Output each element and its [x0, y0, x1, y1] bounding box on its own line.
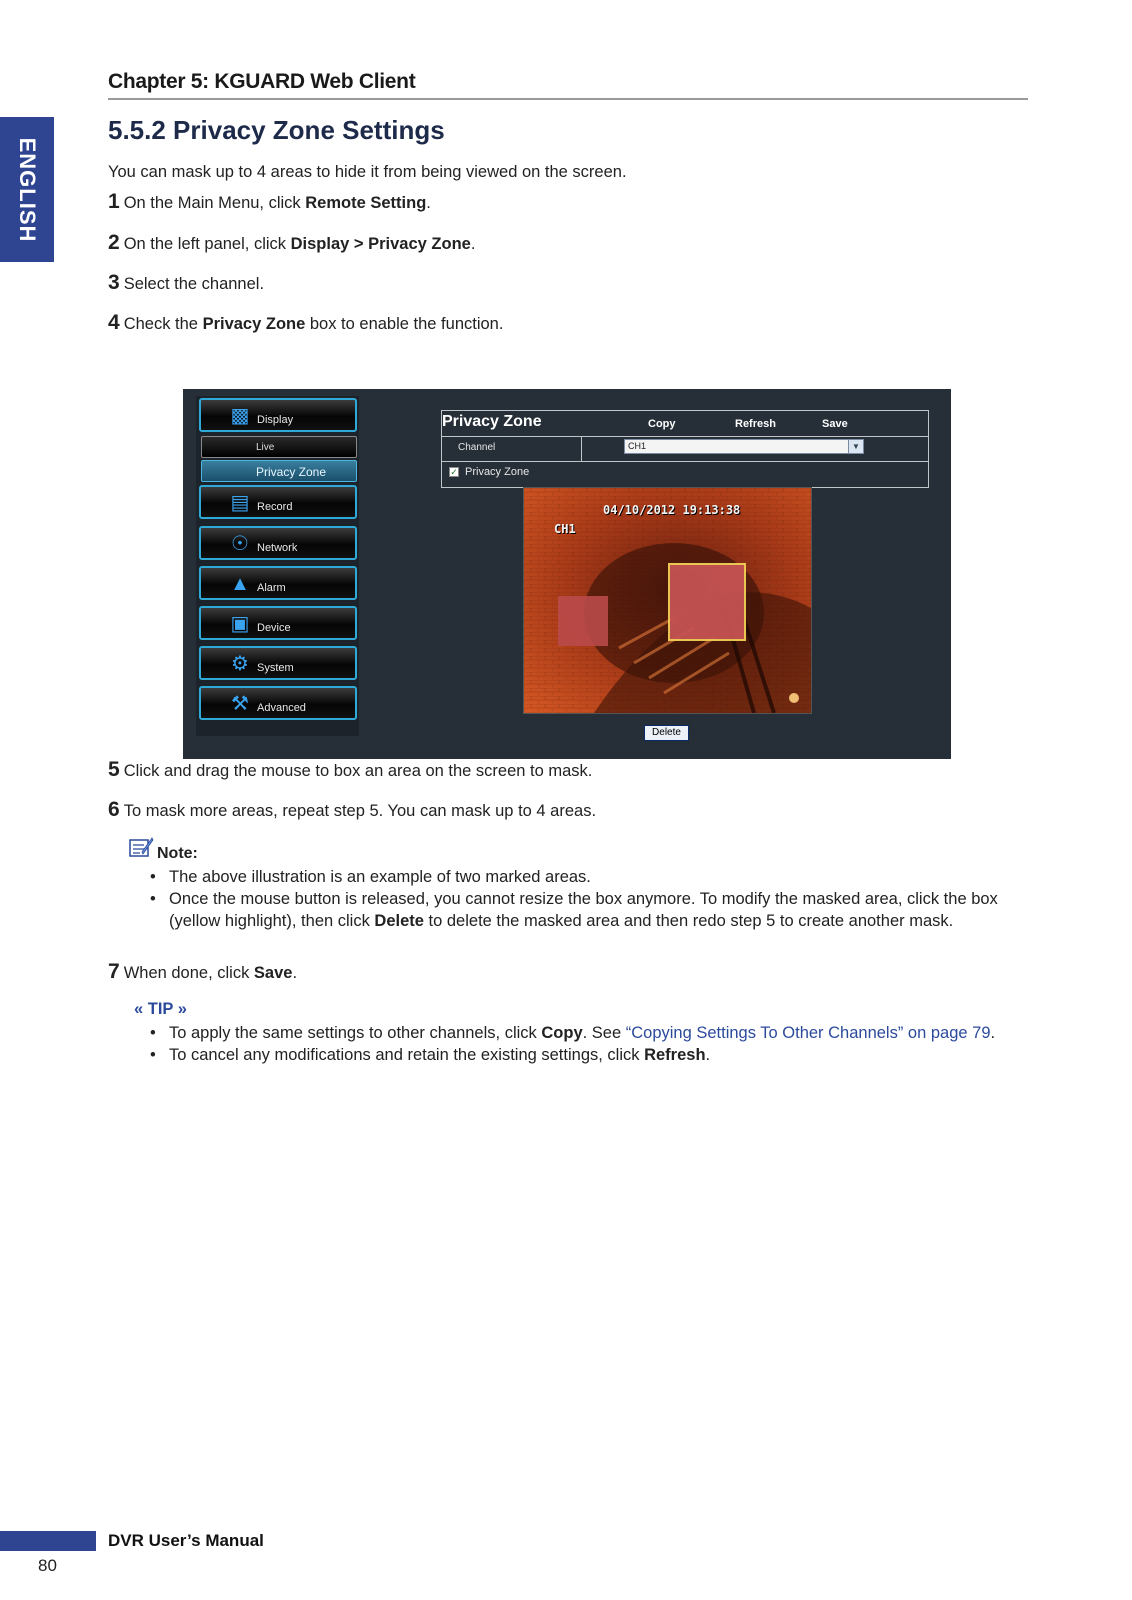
panel-divider [442, 461, 928, 462]
note-list [148, 866, 1018, 932]
step-6 [108, 798, 596, 822]
menu-label: Device [257, 622, 291, 634]
tip-list [148, 1022, 1018, 1066]
menu-label: Record [257, 501, 293, 513]
list-item-bold: Delete [374, 912, 424, 930]
delete-button[interactable]: Delete [644, 725, 689, 741]
footer-accent-bar [0, 1531, 96, 1551]
section-title: 5.5.2 Privacy Zone Settings [108, 115, 445, 145]
save-button[interactable]: Save [822, 418, 848, 430]
footer-title: DVR User’s Manual [108, 1531, 264, 1550]
list-item-text: . [705, 1046, 711, 1064]
submenu-privacy-zone[interactable] [201, 460, 357, 482]
menu-label: Display [257, 414, 294, 426]
device-icon: ▣ [230, 613, 250, 635]
wrench-icon: ⚒ [231, 693, 249, 715]
step-7 [108, 960, 297, 984]
menu-device[interactable] [199, 606, 357, 640]
step-5 [108, 758, 592, 782]
privacy-mask-area-selected[interactable] [668, 563, 746, 641]
step-3 [108, 271, 264, 295]
menu-alarm[interactable] [199, 566, 357, 600]
step-bold: Save [253, 964, 293, 982]
list-item-text: . See [582, 1024, 626, 1042]
menu-label: Alarm [257, 582, 286, 594]
menu-display[interactable] [199, 398, 357, 432]
chevron-down-icon[interactable]: ▼ [848, 440, 863, 453]
alarm-icon: ▲ [230, 573, 250, 595]
settings-menu [196, 396, 359, 736]
privacy-zone-checkbox[interactable]: ✓ [450, 467, 458, 477]
step-bold: Display > Privacy Zone [290, 235, 471, 253]
step-text: . [426, 194, 431, 212]
menu-label: System [257, 662, 294, 674]
privacy-mask-area[interactable] [558, 596, 608, 646]
channel-select[interactable] [624, 439, 864, 454]
gear-icon: ⚙ [231, 653, 249, 675]
step-bold: Privacy Zone [202, 315, 306, 333]
video-channel-label: CH1 [554, 522, 576, 536]
step-text: On the left panel, click [123, 235, 291, 253]
globe-icon: ☉ [231, 533, 249, 555]
menu-label: Advanced [257, 702, 306, 714]
list-item-bold: Refresh [644, 1046, 706, 1064]
step-text: box to enable the function. [305, 315, 504, 333]
copy-button[interactable]: Copy [648, 418, 676, 430]
step-number: 6 [108, 798, 120, 821]
submenu-live[interactable] [201, 436, 357, 458]
step-text: . [470, 235, 476, 253]
chapter-divider [108, 98, 1028, 100]
step-number: 5 [108, 758, 120, 781]
privacy-zone-checkbox-label: Privacy Zone [465, 466, 530, 478]
video-timestamp: 04/10/2012 19:13:38 [603, 503, 741, 517]
step-1 [108, 190, 431, 214]
list-item-text: . [990, 1024, 996, 1042]
camera-preview[interactable] [523, 487, 812, 714]
privacy-zone-panel [441, 410, 929, 488]
panel-title: Privacy Zone [442, 413, 542, 430]
step-text: Click and drag the mouse to box an area on the screen to mask. [123, 762, 593, 780]
list-item [148, 1044, 1018, 1066]
step-text: . [292, 964, 298, 982]
step-text: To mask more areas, repeat step 5. You can mask up to 4 areas. [123, 802, 597, 820]
monitor-icon: ▩ [230, 405, 250, 427]
note-label: Note: [157, 845, 198, 862]
refresh-button[interactable]: Refresh [735, 418, 776, 430]
step-number: 3 [108, 271, 120, 294]
submenu-label: Privacy Zone [256, 465, 327, 479]
channel-label: Channel [458, 442, 496, 453]
note-icon [128, 836, 154, 860]
step-number: 2 [108, 231, 120, 254]
privacy-zone-screenshot [183, 389, 951, 759]
channel-select-value: CH1 [628, 441, 647, 451]
submenu-label: Live [256, 442, 275, 453]
list-item-text: The above illustration is an example of two marked areas. [169, 868, 591, 886]
language-tab-label: ENGLISH [15, 137, 40, 242]
menu-record[interactable] [199, 485, 357, 519]
step-text: On the Main Menu, click [123, 194, 306, 212]
step-2 [108, 231, 475, 255]
step-number: 1 [108, 190, 120, 213]
list-item-text: to delete the masked area and then redo step 5 to create another mask. [423, 912, 954, 930]
step-number: 4 [108, 311, 120, 334]
list-item-text: To cancel any modifications and retain the existing settings, click [169, 1046, 645, 1064]
language-tab [0, 117, 54, 262]
page-number: 80 [38, 1556, 57, 1575]
step-4 [108, 311, 503, 335]
chapter-heading: Chapter 5: KGUARD Web Client [108, 70, 416, 93]
menu-label: Network [257, 542, 298, 554]
film-icon: ▤ [230, 492, 250, 514]
tip-label: « TIP » [134, 1000, 187, 1018]
menu-advanced[interactable] [199, 686, 357, 720]
cross-reference-link[interactable]: “Copying Settings To Other Channels” on page 79 [625, 1024, 991, 1042]
step-text: When done, click [123, 964, 254, 982]
list-item-bold: Copy [541, 1024, 583, 1042]
step-number: 7 [108, 960, 120, 983]
step-text: Select the channel. [123, 275, 265, 293]
list-item-text: To apply the same settings to other channels, click [169, 1024, 542, 1042]
list-item [148, 866, 1018, 888]
intro-paragraph: You can mask up to 4 areas to hide it from being viewed on the screen. [108, 163, 627, 181]
list-item [148, 888, 1018, 932]
panel-divider [581, 436, 582, 461]
list-item-text: Once the mouse button is released, you cannot resize the box anymore. To modify the masked area, click the box (yellow highlight), then click [169, 890, 998, 930]
panel-divider [442, 436, 928, 437]
step-bold: Remote Setting [305, 194, 427, 212]
menu-network[interactable] [199, 526, 357, 560]
list-item [148, 1022, 1018, 1044]
step-text: Check the [123, 315, 203, 333]
menu-system[interactable] [199, 646, 357, 680]
